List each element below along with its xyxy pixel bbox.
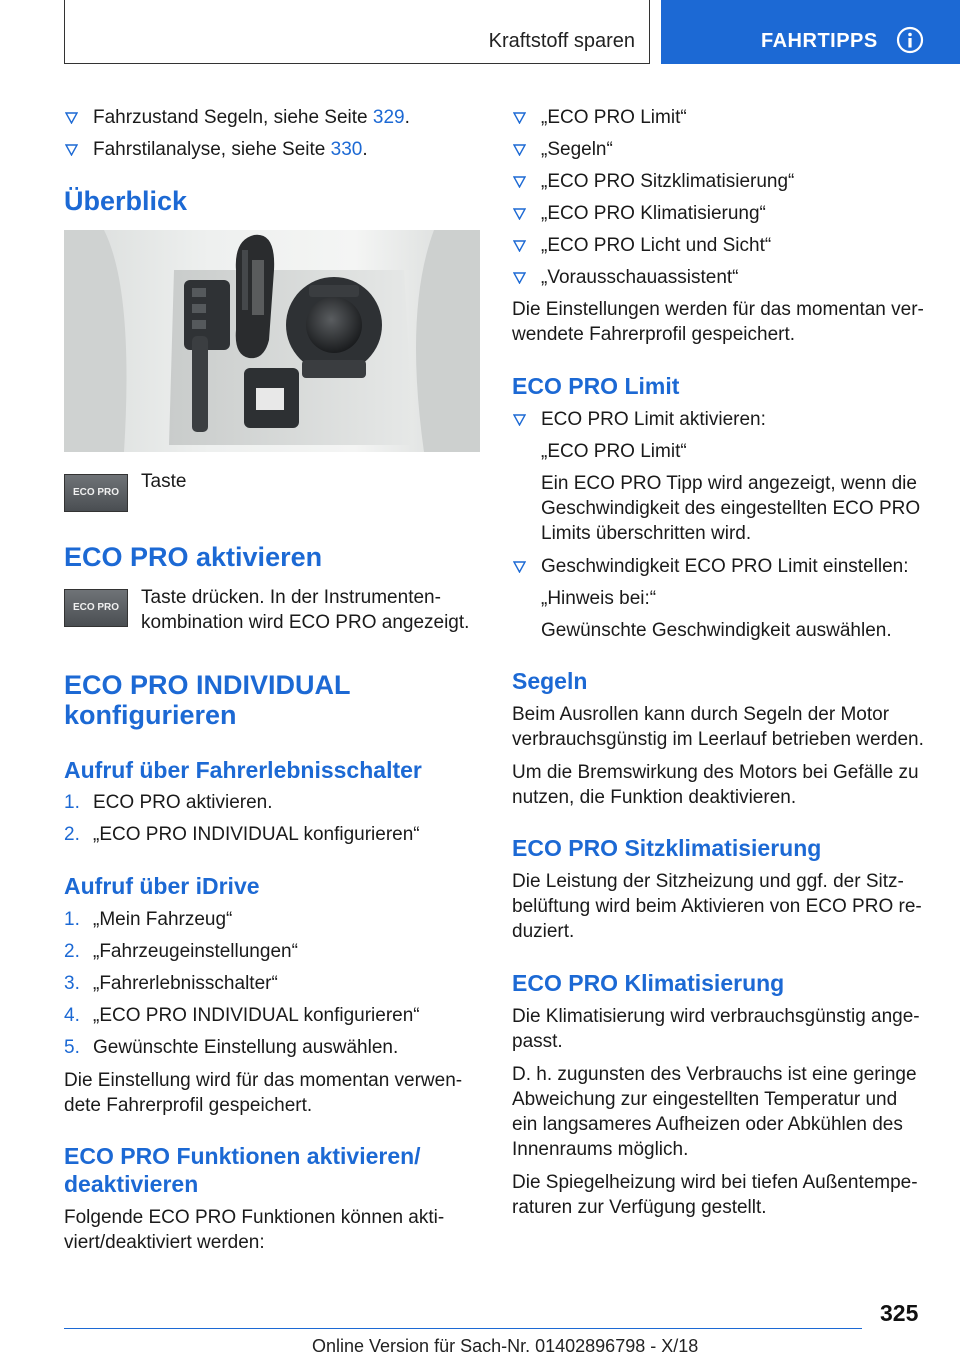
center-console-photo [64,230,480,452]
functions-heading: deaktivieren [64,1171,199,1197]
list-item [512,105,932,130]
klima-text: Die Spiegelheizung wird bei tiefen Außentempe- [512,1172,918,1193]
bullet-text: „ECO PRO Klimatisierung“ [541,203,766,224]
segeln-text: Beim Ausrollen kann durch Segeln der Motor [512,704,890,725]
list-item [512,169,932,194]
list-item [64,105,484,130]
activate-line: Taste drücken. In der Instrumenten- [141,587,441,608]
triangle-bullet-icon [513,414,526,426]
step-number: 3. [64,973,80,994]
list-item [512,137,932,162]
idrive-heading: Aufruf über iDrive [64,873,260,899]
list-item [512,554,932,579]
step-text: „ECO PRO INDIVIDUAL konfigurieren“ [93,1005,420,1026]
sitz-text: duziert. [512,921,575,942]
eco-pro-button-label: ECO PRO [72,487,120,498]
step-number: 2. [64,824,80,845]
klima-text: ein langsameres Aufheizen oder Abkühlen des [512,1114,903,1135]
footer-divider [64,1328,862,1329]
bullet-text: Fahrstilanalyse, siehe Seite [93,139,331,160]
triangle-bullet-icon [65,144,78,156]
info-icon[interactable] [896,26,924,54]
list-item [64,822,484,847]
list-item [64,790,484,815]
klima-text: D. h. zugunsten des Verbrauchs ist eine geringe [512,1064,917,1085]
list-item [512,201,932,226]
step-number: 1. [64,792,80,813]
limit-heading: ECO PRO Limit [512,373,680,399]
list-item [64,907,484,932]
bullet-subtext: „ECO PRO Limit“ [541,441,687,462]
bullet-text: „ECO PRO Licht und Sicht“ [541,235,772,256]
triangle-bullet-icon [513,272,526,284]
step-text: „Mein Fahrzeug“ [93,909,233,930]
triangle-bullet-icon [513,561,526,573]
functions-text: viert/deaktiviert werden: [64,1232,265,1253]
step-number: 2. [64,941,80,962]
list-item [64,137,484,162]
klima-text: passt. [512,1031,563,1052]
functions-heading: ECO PRO Funktionen aktivieren/ [64,1143,421,1169]
segeln-text: nutzen, die Funktion deaktivieren. [512,787,797,808]
step-text: ECO PRO aktivieren. [93,792,273,813]
triangle-bullet-icon [513,208,526,220]
eco-pro-button-image [64,474,128,512]
step-text: Gewünschte Einstellung auswählen. [93,1037,399,1058]
individual-heading: ECO PRO INDIVIDUAL [64,670,351,700]
page-link[interactable]: 330 [330,139,363,160]
eco-pro-button-label: ECO PRO [72,602,120,613]
segeln-heading: Segeln [512,668,588,694]
list-item [512,407,932,432]
bullet-text: „Vorausschauassistent“ [541,267,739,288]
bullet-subtext: Limits überschritten wird. [541,523,752,544]
saved-text: Die Einstellung wird für das momentan verwen- [64,1070,463,1091]
activate-line: kombination wird ECO PRO angezeigt. [141,612,470,633]
bullet-text: „ECO PRO Sitzklimatisierung“ [541,171,795,192]
triangle-bullet-icon [65,112,78,124]
klima-text: Die Klimatisierung wird verbrauchsgünstig ange- [512,1006,920,1027]
header-chapter-title: FAHRTIPPS [761,30,878,52]
page-link[interactable]: 329 [372,107,405,128]
overview-heading: Überblick [64,186,188,216]
step-number: 4. [64,1005,80,1026]
bullet-end: . [404,107,410,128]
header-section-title: Kraftstoff sparen [488,30,635,52]
footer-online-version: Online Version für Sach-Nr. 01402896798 - X/18 [312,1336,699,1356]
bullet-end: . [362,139,368,160]
list-item [512,233,932,258]
list-item [64,1003,484,1028]
klima-text: Abweichung zur eingestellten Temperatur und [512,1089,898,1110]
bullet-subtext: Gewünschte Geschwindigkeit auswählen. [541,620,892,641]
bullet-subtext: Ein ECO PRO Tipp wird angezeigt, wenn die [541,473,917,494]
klima-text: raturen zur Verfügung gestellt. [512,1197,767,1218]
list-item [64,1035,484,1060]
saved-text: Die Einstellungen werden für das momentan ver- [512,299,924,320]
list-item [512,265,932,290]
header-section-tab [64,0,650,64]
activate-heading: ECO PRO aktivieren [64,542,323,572]
bullet-subtext: Geschwindigkeit des eingestellten ECO PRO [541,498,921,519]
triangle-bullet-icon [513,240,526,252]
switch-heading: Aufruf über Fahrerlebnisschalter [64,757,422,783]
step-number: 1. [64,909,80,930]
sitz-text: Die Leistung der Sitzheizung und ggf. der Sitz- [512,871,904,892]
bullet-text: ECO PRO Limit aktivieren: [541,409,766,430]
list-item [64,939,484,964]
step-text: „Fahrerlebnisschalter“ [93,973,278,994]
eco-pro-button-image [64,589,128,627]
list-item [64,971,484,996]
page-number: 325 [880,1300,919,1326]
saved-text: dete Fahrerprofil gespeichert. [64,1095,313,1116]
bullet-text: Geschwindigkeit ECO PRO Limit einstellen: [541,556,909,577]
triangle-bullet-icon [513,144,526,156]
header-chapter-tab[interactable] [661,0,960,64]
segeln-text: Um die Bremswirkung des Motors bei Gefälle zu [512,762,919,783]
step-number: 5. [64,1037,80,1058]
step-text: „Fahrzeugeinstellungen“ [93,941,298,962]
bullet-text: Fahrzustand Segeln, siehe Seite [93,107,373,128]
bullet-text: „Segeln“ [541,139,613,160]
step-text: „ECO PRO INDIVIDUAL konfigurieren“ [93,824,420,845]
bullet-text: „ECO PRO Limit“ [541,107,687,128]
individual-heading: konfigurieren [64,700,237,730]
functions-text: Folgende ECO PRO Funktionen können akti- [64,1207,445,1228]
klima-text: Innenraums möglich. [512,1139,689,1160]
segeln-text: verbrauchsgünstig im Leerlauf betrieben werden. [512,729,924,750]
triangle-bullet-icon [513,112,526,124]
bullet-subtext: „Hinweis bei:“ [541,588,657,609]
sitz-heading: ECO PRO Sitzklimatisierung [512,835,822,861]
triangle-bullet-icon [513,176,526,188]
saved-text: wendete Fahrerprofil gespeichert. [512,324,796,345]
button-caption: Taste [141,471,187,492]
sitz-text: belüftung wird beim Aktivieren von ECO PRO re- [512,896,922,917]
klima-heading: ECO PRO Klimatisierung [512,970,785,996]
